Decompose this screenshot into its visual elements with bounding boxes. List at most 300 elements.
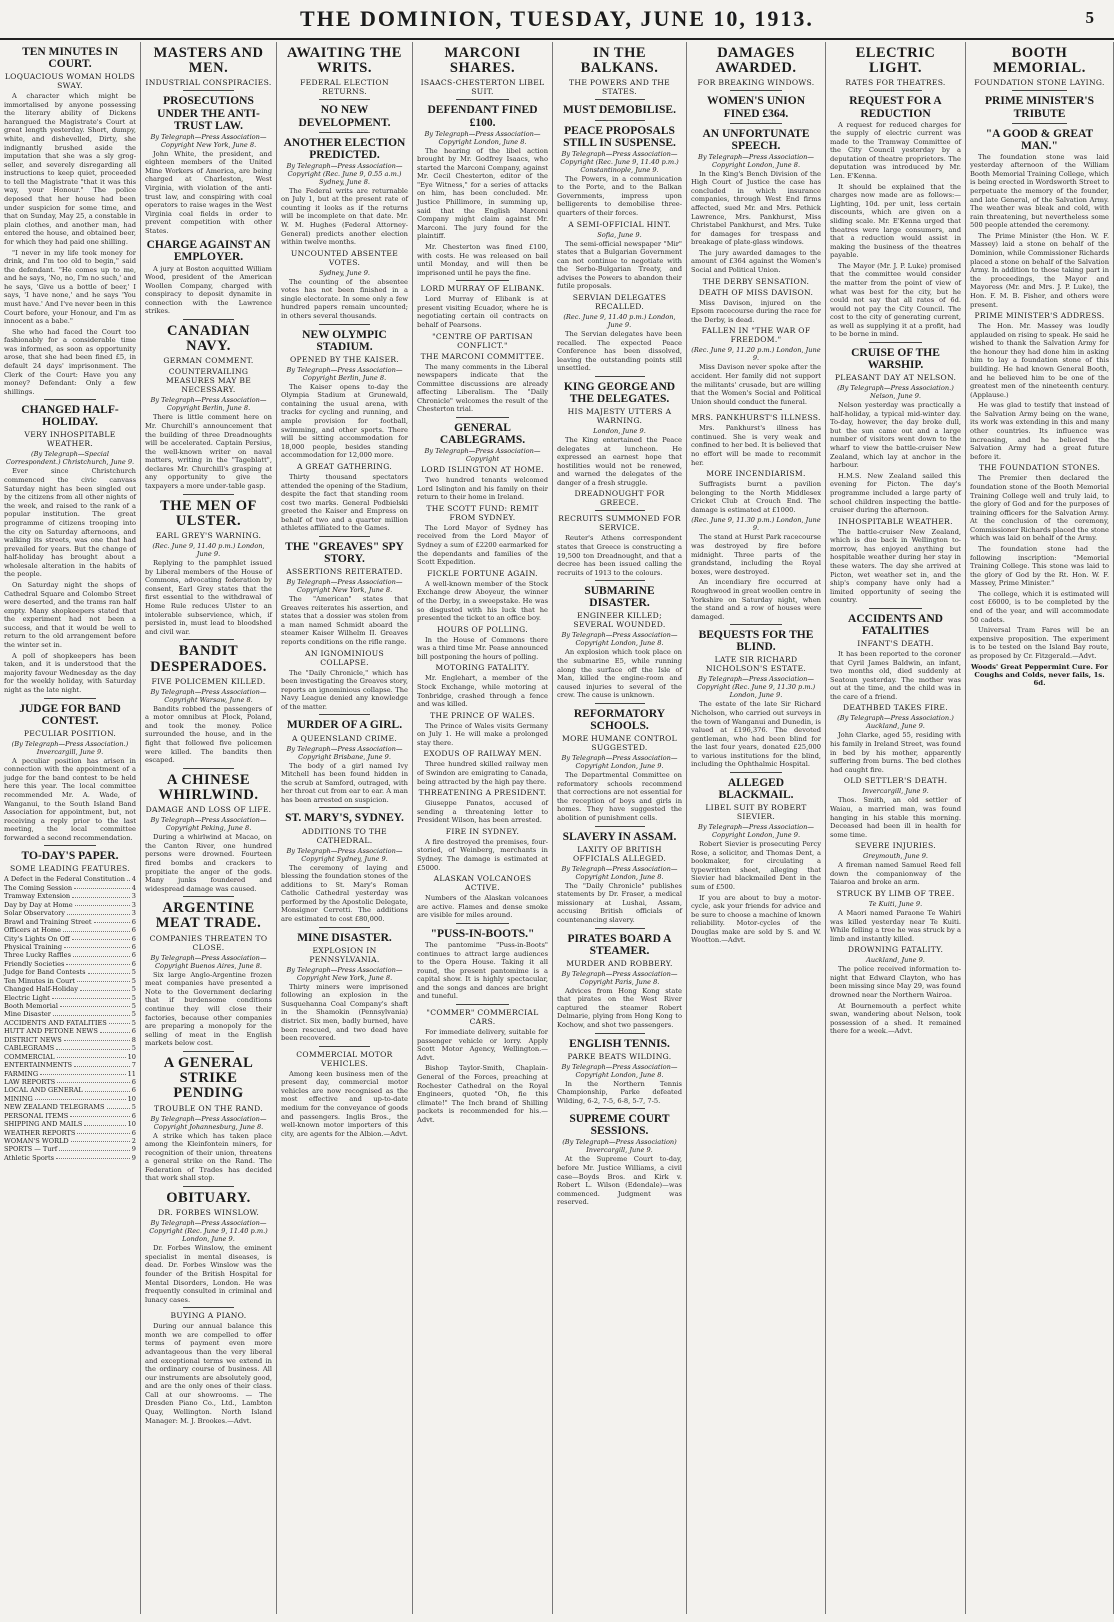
article-body: It should be explained that the charges now made are as follows:—Lighting, 10d. per unit, less certain discounts, which are given on a sliding scale. Mr. E'Kenna urged that theatres were large consumers, and that a reduction would assist in making the business of the theatres payable. — [830, 182, 961, 260]
article-body: The ceremony of laying and blessing the foundation stones of the additions to St. Mary's Roman Catholic Cathedral yesterday was performed by the Apostolic Delegate, Monsignor Cerretti. The additions are estimated to cost £80,000. — [281, 863, 408, 923]
index-entry-label: LOCAL AND GENERAL — [4, 1086, 83, 1095]
article-subheading: THE SCOTT FUND: REMIT FROM SYDNEY. — [426, 503, 539, 522]
article-subheading: INDUSTRIAL CONSPIRACIES. — [145, 78, 272, 88]
article-body: A character which might be immortalised by anyone possessing the literary ability of Dickens harangued the Magistrate's Court at great length yesterday. Short, dumpy, white, and dishevelled, Dirty, she indignantly brushed aside the imputation that she was a sly grog-seller, and severely disregarding all instructions to keep quiet, proceeded to tell the Magistrate "that it was this way, your Honour." The police deposed that her house had been under suspicion for some time, and that on Sunday, May 25, a constable in plain clothes, and another man, had entered the house, and obtained beer, for which they had paid one shilling. — [4, 92, 136, 246]
article-dateline: By Telegraph—Press Association—Copyright Buenos Aires, June 8. — [150, 953, 267, 970]
article-body: The jury awarded damages to the amount of £364 against the Women's Social and Political Union. — [691, 248, 821, 275]
index-entry-page: 11 — [127, 1069, 136, 1078]
divider-rule — [44, 399, 97, 400]
article-dateline: By Telegraph—Press Association—Copyright London, June 9. — [561, 754, 678, 771]
article-headline: PIRATES BOARD A STEAMER. — [567, 932, 672, 957]
article-body: Numbers of the Alaskan volcanoes are active. Flames and dense smoke are visible for miles around. — [417, 894, 548, 920]
article-headline: A GENERAL STRIKE PENDING — [163, 1054, 254, 1102]
article-subheading: OLD SETTLER'S DEATH. — [843, 776, 948, 786]
index-leader-dots — [67, 909, 130, 914]
divider-rule — [319, 714, 370, 715]
index-entry-page: 6 — [131, 926, 136, 935]
article-headline: CHARGE AGAINST AN EMPLOYER. — [146, 239, 271, 264]
index-leader-dots — [73, 951, 130, 956]
divider-rule — [319, 1046, 370, 1047]
article-dateline: By Telegraph—Press Association—Copyright London, June 8. — [698, 152, 814, 169]
index-entry-page: 10 — [127, 1120, 136, 1129]
index-entry — [4, 901, 136, 909]
article-subheading: COMPANIES THREATEN TO CLOSE. — [149, 933, 268, 952]
article-body: At the Supreme Court to-day, before Mr. Justice Williams, a civil case—Boyds Bros. and Kirk v. Robert L. Wilson (Edendale)—was commenced. Judgment was reserved. — [557, 1155, 682, 1207]
index-entry — [4, 985, 136, 993]
article-headline: JUDGE FOR BAND CONTEST. — [19, 702, 121, 727]
index-entry-page: 6 — [131, 959, 136, 968]
article-dateline: (Rec. June 9, 11.40 p.m.) London, June 9. — [152, 542, 265, 559]
article-subheading: THE DERBY SENSATION. — [702, 276, 810, 286]
divider-rule — [595, 928, 645, 929]
article-subheading: OPENED BY THE KAISER. — [289, 354, 400, 364]
divider-rule — [595, 703, 645, 704]
index-entry-page: 6 — [131, 1027, 136, 1036]
article-dateline: By Telegraph—Press Association—Copyright (Rec. June 9, 0.55 a.m.) Sydney, June 8. — [286, 161, 403, 186]
divider-rule — [595, 826, 645, 827]
divider-rule — [1012, 90, 1068, 91]
article-subheading: PARKE BEATS WILDING. — [567, 1051, 672, 1061]
index-leader-dots — [56, 1044, 130, 1049]
article-body: The Premier then declared the foundation stone of the Booth Memorial Training College well and truly laid, to the glory of God and for the purposes of training officers for the Salvation Army. At the conclusion of the ceremony, Commissioner Richards placed the stone which was laid on behalf of the Army. — [970, 474, 1109, 543]
index-entry — [4, 892, 136, 900]
index-entry-label: LAW REPORTS — [4, 1077, 56, 1086]
article-dateline: (By Telegraph—Press Association.) Invercargill, June 9. — [11, 739, 129, 756]
index-leader-dots — [70, 1112, 130, 1117]
article-dateline: By Telegraph—Press Association—Copyright (Rec. June 9, 11.30 p.m.) London, June 9. — [696, 675, 816, 700]
index-entry-page: 2 — [131, 1137, 136, 1146]
article-body: In the House of Commons there was a third time Mr. Pease announced bill postponing the hours of polling. — [417, 635, 548, 661]
index-entry-page: 3 — [131, 892, 136, 901]
article-headline: NO NEW DEVELOPMENT. — [298, 104, 391, 129]
article-subheading: MORE HUMANE CONTROL SUGGESTED. — [562, 734, 677, 753]
index-leader-dots — [53, 1010, 130, 1015]
article-subheading: PRIME MINISTER'S ADDRESS. — [974, 311, 1105, 321]
index-entry — [4, 943, 136, 951]
article-body: Advices from Hong Kong state that pirates on the West River captured the steamer Robert Delmarie, plying from Hong Kong to Kochow, and shot two passengers. — [557, 986, 682, 1029]
article-headline: DAMAGES AWARDED. — [715, 45, 797, 77]
article-body: Giuseppe Panatos, accused of sending a threatening letter to President Wilson, has been arrested. — [417, 799, 548, 825]
article-subheading: FOUNDATION STONE LAYING. — [974, 78, 1105, 88]
index-entry — [4, 1086, 136, 1094]
article-body: Miss Davison, injured on the Epsom racecourse during the race for the Derby, is dead. — [691, 298, 821, 324]
index-entry-label: CABLEGRAMS — [4, 1044, 55, 1053]
article-headline: THE "GREAVES" SPY STORY. — [285, 541, 404, 566]
index-entry-page: 6 — [131, 1077, 136, 1086]
article-subheading: LIBEL SUIT BY ROBERT SIEVIER. — [705, 803, 807, 822]
article-body: Lord Murray of Elibank is at present visiting Ecuador, where he is negotiating certain oil contracts on behalf of Pearsons. — [417, 295, 548, 329]
article-dateline: (Rec. June 9, 11.40 p.m.) London, June 9. — [563, 312, 676, 329]
article-headline: ALLEGED BLACKMAIL. — [718, 776, 794, 802]
divider-rule — [869, 342, 921, 343]
index-leader-dots — [74, 884, 130, 889]
article-body: Among keen business men of the present day, commercial motor vehicles are now recognised as the most effective and up-to-date medium for the conveyance of goods and passengers. Inglis Bros., the well-known motor importers of this city, are agents for the Albion.—Advt. — [281, 1069, 408, 1138]
index-entry — [4, 1154, 136, 1162]
article-headline: PEACE PROPOSALS STILL IN SUSPENSE. — [563, 124, 676, 149]
index-entry-label: SPORTS — Turf — [4, 1145, 58, 1154]
divider-rule — [44, 698, 97, 699]
index-entry — [4, 1027, 136, 1035]
index-entry-page: 5 — [131, 1044, 136, 1053]
index-entry — [4, 1010, 136, 1018]
index-leader-dots — [64, 1036, 130, 1041]
index-entry-label: Tramway Extension — [4, 892, 71, 901]
article-headline: "PUSS-IN-BOOTS." — [430, 927, 535, 940]
article-body: Robert Sievier is prosecuting Percy Rose, a solicitor, and Thomas Dent, a bookmaker, for circulating a typewritten sheet, alleging that Sievier had blackmailed Dent in the sum of £500. — [691, 840, 821, 891]
index-entry-page: 6 — [131, 1111, 136, 1120]
index-entry-page: 6 — [131, 942, 136, 951]
article-body: The hearing of the libel action brought by Mr. Godfrey Isaacs, who started the Marconi Company, against Mr. Cecil Chesterton, editor of the "Eye Witness," for a series of attacks on him, has been concluded. Mr. Justice Phillimore, in summing up, said that the English Marconi Company might claim against Mr. Marconi. The jury found for the plaintiff. — [417, 146, 548, 241]
divider-rule — [44, 845, 97, 846]
article-body: At Bournemouth a perfect white swan, wandering about Nelson, took possession of a shed. It remained there for a week.—Advt. — [830, 1001, 961, 1036]
index-entry-label: MINING — [4, 1094, 33, 1103]
divider-rule — [456, 99, 508, 100]
index-entry — [4, 1061, 136, 1069]
article-dateline: By Telegraph—Press Association—Copyright London, June 8. — [424, 129, 541, 146]
article-dateline: By Telegraph—Press Association—Copyright London, June 8. — [561, 1062, 678, 1079]
index-entry — [4, 951, 136, 959]
article-subheading: FEDERAL ELECTION RETURNS. — [300, 78, 389, 97]
index-entry — [4, 1078, 136, 1086]
index-leader-dots — [74, 1061, 130, 1066]
article-dateline: (By Telegraph—Special Correspondent.) Christchurch, June 9. — [5, 450, 135, 467]
index-entry-page: 5 — [131, 1010, 136, 1019]
article-subheading: HOURS OF POLLING. — [437, 624, 528, 634]
index-entry — [4, 1019, 136, 1027]
article-body: Six large Anglo-Argentine frozen meat companies have presented a Note to the Government declaring that if burdensome conditions continue they will close their factories, because other companies are preparing a monopoly for the selling of meat in the English markets below cost. — [145, 970, 272, 1048]
article-subheading: DEATHBED TAKES FIRE. — [843, 703, 948, 713]
article-subheading: EARL GREY'S WARNING. — [155, 531, 262, 541]
article-subheading: FOR BREAKING WINDOWS. — [697, 78, 815, 88]
article-headline: MARCONI SHARES. — [444, 45, 521, 77]
article-headline: REQUEST FOR A REDUCTION — [849, 95, 942, 120]
divider-rule — [869, 90, 921, 91]
index-entry — [4, 926, 136, 934]
article-subheading: TROUBLE ON THE RAND. — [154, 1103, 263, 1113]
column-2 — [141, 42, 277, 1614]
index-leader-dots — [88, 968, 130, 973]
index-entry — [4, 1120, 136, 1128]
article-headline: OBITUARY. — [166, 1190, 251, 1207]
article-body: A well-known member of the Stock Exchange drew Aboyeur, the winner of the Derby, in a sweepstake. He was so disgusted with his luck that he presented the ticket to an office boy. — [417, 579, 548, 623]
index-entry — [4, 968, 136, 976]
article-dateline: Sofia, June 9. — [597, 230, 642, 239]
article-headline: MUST DEMOBILISE. — [563, 104, 676, 117]
article-headline: AWAITING THE WRITS. — [287, 45, 402, 77]
index-entry — [4, 884, 136, 892]
index-entry-label: Ten Minutes in Court — [4, 976, 76, 985]
index-entry-label: The Coming Session — [4, 883, 73, 892]
article-body: The "Daily Chronicle" publishes statements by Dr. Fraser, a medical missionary at Lushai, Assam, accusing British officials of countenancing slavery. — [557, 881, 682, 924]
article-subheading: MOTORING FATALITY. — [435, 663, 530, 673]
article-body: A poll of shopkeepers has been taken, and it is understood that the majority favour Wednesday as the day for the weekly holiday, with Saturday night as the late night. — [4, 651, 136, 694]
article-headline: SUBMARINE DISASTER. — [584, 585, 655, 610]
article-headline: PRIME MINISTER'S TRIBUTE — [985, 95, 1094, 120]
index-entry-page: 6 — [131, 1128, 136, 1137]
article-dateline: By Telegraph—Press Association—Copyright Paris, June 8. — [561, 969, 678, 986]
article-body: The Departmental Committee on reformatory schools recommend that corrections are not essential for the reception of boys and girls in homes. They have suggested the abolition of punishment cells. — [557, 771, 682, 822]
article-subheading: THE PRINCE OF WALES. — [430, 710, 535, 720]
divider-rule — [730, 772, 782, 773]
divider-rule — [456, 417, 508, 418]
article-body: Thirty miners were imprisoned following an explosion in the Susquehanna Coal Company's shaft in the Shamokin (Pennsylvania) district. Six men, badly burned, have been rescued, and two dead have been recovered. — [281, 982, 408, 1043]
divider-rule — [183, 90, 234, 91]
article-dateline: (By Telegraph—Press Association) Invercargill, June 9. — [562, 1138, 677, 1155]
article-subheading: COUNTERVAILING MEASURES MAY BE NECESSARY. — [165, 367, 252, 395]
divider-rule — [595, 1108, 645, 1109]
article-subheading: RECRUITS SUMMONED FOR SERVICE. — [558, 514, 681, 533]
index-entry-label: COMMERCIAL — [4, 1052, 55, 1061]
article-body: A strike which has taken place among the Kleinfontein miners, for recognition of their union, threatens a general strike on the Rand. The Federation of Trades has decided that work shall stop. — [145, 1131, 272, 1183]
article-body: The many comments in the Liberal newspapers indicate that the Committee discussions are already affecting Liberalism. The "Daily Chronicle" welcomes the result of the Chesterton trial. — [417, 362, 548, 414]
index-leader-dots — [60, 1002, 130, 1007]
article-subheading: MORE INCENDIARISM. — [706, 469, 806, 479]
divider-rule — [730, 123, 782, 124]
article-dateline: Auckland, June 9. — [866, 956, 925, 965]
article-body: There is little comment here on Mr. Churchill's announcement that the building of three Dreadnoughts will be accelerated. Captain Persius, the well-known writer on naval matters, writing in the "Tageblatt", declares Mr. Churchill's grasping at any opportunity to give the taxpayers a more under-table gasp. — [145, 413, 272, 491]
index-entry-page: 6 — [131, 917, 136, 926]
index-entry — [4, 909, 136, 917]
article-dateline: Greymouth, June 9. — [862, 852, 929, 861]
article-headline: WOMEN'S UNION FINED £364. — [706, 95, 806, 120]
index-entry-page: 10 — [127, 1094, 136, 1103]
divider-rule — [595, 120, 645, 121]
article-subheading: ADDITIONS TO THE CATHEDRAL. — [302, 826, 387, 845]
article-dateline: (Rec. June 9, 11.20 p.m.) London, June 9. — [691, 346, 821, 363]
article-headline: BEQUESTS FOR THE BLIND. — [698, 629, 814, 654]
article-subheading: DR. FORBES WINSLOW. — [157, 1208, 260, 1218]
divider-rule — [730, 90, 782, 91]
article-subheading: MURDER AND ROBBERY. — [566, 958, 673, 968]
divider-rule — [319, 324, 370, 325]
divider-rule — [595, 376, 645, 377]
index-leader-dots — [100, 1027, 130, 1032]
article-subheading: ISAACS-CHESTERTON LIBEL SUIT. — [420, 78, 545, 97]
index-entry-label: WOMAN'S WORLD — [4, 1137, 69, 1146]
article-body: Miss Davison never spoke after the accident. Her family did not support the militants' crusade, but are willing that the Women's Social and Political Union should conduct the funeral. — [691, 363, 821, 406]
article-subheading: COMMERCIAL MOTOR VEHICLES. — [296, 1049, 393, 1068]
index-leader-dots — [72, 892, 130, 897]
advertisement: Woods' Great Peppermint Cure. For Coughs and Colds, never fails, 1s. 6d. — [970, 663, 1109, 688]
article-body: Thos. Smith, an old settler of Waiau, a married man, was found hanging in his stable this morning. Deceased had been ill in health for some time. — [830, 796, 961, 839]
index-entry-label: Officers at Home — [4, 926, 61, 935]
article-body: If you are about to buy a motor-cycle, ask your friends for advice and be sure to choose a machine of known reliability. Motor-cycles of the Douglas make are sold by S. and W. Wootton.—Advt. — [691, 893, 821, 945]
index-entry-label: DISTRICT NEWS — [4, 1035, 62, 1044]
features-index — [4, 875, 136, 1162]
article-dateline: By Telegraph—Press Association—Copyright (Rec. June 9, 11.40 p.m.) Constantinople, June 9. — [560, 149, 679, 174]
index-leader-dots — [94, 918, 130, 923]
article-headline: CRUISE OF THE WARSHIP. — [851, 347, 940, 372]
divider-rule — [183, 639, 234, 640]
article-subheading: PLEASANT DAY AT NELSON. — [834, 373, 957, 383]
article-body: Replying to the pamphlet issued by Liberal members of the House of Commons, advocating federation by consent, Earl Grey states that the first essential to the withdrawal of Home Rule reduces Ulster to an intolerable subservience, which, if persisted in, must lead to bloodshed and civil war. — [145, 559, 272, 636]
index-entry — [4, 994, 136, 1002]
divider-rule — [730, 624, 782, 625]
index-entry-label: City's Lights On Off — [4, 934, 70, 943]
index-leader-dots — [77, 977, 130, 982]
index-entry — [4, 1145, 136, 1153]
article-body: The body of a girl named Ivy Mitchell has been found hidden in the scrub at Samford, outraged, with her throat cut from ear to ear. A man has been arrested on suspicion. — [281, 761, 408, 804]
article-dateline: By Telegraph—Press Association—Copyright London, June 9. — [698, 823, 814, 840]
index-entry-label: A Defect in the Federal Constitution — [4, 875, 125, 884]
column-3 — [277, 42, 413, 1614]
divider-rule — [319, 807, 370, 808]
newspaper-title: THE DOMINION, TUESDAY, JUNE 10, 1913. — [300, 6, 814, 31]
index-leader-dots — [35, 1095, 126, 1100]
index-entry-page: 6 — [131, 934, 136, 943]
index-entry-page: 5 — [131, 985, 136, 994]
article-subheading: LOQUACIOUS WOMAN HOLDS SWAY. — [4, 72, 136, 91]
article-body: Mrs. Pankhurst's illness has continued. She is very weak and confined to her bed. It is believed that no effort will be made to recommit her. — [691, 424, 821, 467]
article-body: During our annual balance this month we are compelled to offer terms of payment even more advantageous than the very liberal and exceptional terms we extend in the ordinary course of business. All our instruments are absolutely good, and are the only ones of their class. Call at our showrooms. — The Dresden Piano Co., Ltd., Lambton Quay, Wellington. North Island Manager: M. J. Brookes.—Advt. — [145, 1322, 272, 1425]
article-headline: CANADIAN NAVY. — [167, 323, 250, 355]
article-body: Thirty thousand spectators attended the opening of the Stadium, despite the fact that standing room cost two marks. General Podbielski greeted the Kaiser and Empress on behalf of two and a quarter million athletes affiliated to the Games. — [281, 472, 408, 533]
article-body: Three hundred skilled railway men of Swindon are emigrating to Canada, being attracted by the high pay there. — [417, 760, 548, 786]
divider-rule — [869, 608, 921, 609]
article-headline: NEW OLYMPIC STADIUM. — [302, 328, 387, 353]
article-body: Two hundred tenants welcomed Lord Islington and his family on their return to their home in Ireland. — [417, 476, 548, 502]
article-subheading: "COMMER" COMMERCIAL CARS. — [426, 1008, 539, 1027]
article-body: Universal Tram Fares will be an expensive proposition. The experiment is to be tested on the Island Bay route, as proposed by Cr. Fitzgerald.—Advt. — [970, 626, 1109, 660]
article-dateline: (By Telegraph—Press Association.) Nelson, June 9. — [837, 384, 954, 401]
article-dateline: By Telegraph—Press Association—Copyright Berlin, June 8. — [286, 365, 403, 382]
article-subheading: DREADNOUGHT FOR GREECE. — [574, 489, 665, 508]
article-subheading: THE FOUNDATION STONES. — [978, 463, 1101, 473]
index-leader-dots — [56, 1154, 130, 1159]
article-body: The Prince of Wales visits Germany on July 1. He will make a prolonged stay there. — [417, 721, 548, 747]
index-leader-dots — [80, 985, 130, 990]
article-subheading: A GREAT GATHERING. — [296, 461, 393, 471]
article-body: The Lord Mayor of Sydney has received from the Lord Mayor of Sydney a sum of £2200 earmarked for the dependants and families of the Scott Expedition. — [417, 523, 548, 567]
index-leader-dots — [75, 901, 130, 906]
divider-rule — [183, 768, 234, 769]
article-headline: MURDER OF A GIRL. — [286, 719, 403, 732]
index-entry-label: Solar Observatory — [4, 909, 65, 918]
index-entry-label: WEATHER REPORTS — [4, 1128, 76, 1137]
index-entry-page: 4 — [131, 883, 136, 892]
article-dateline: By Telegraph—Press Association—Copyright New York, June 8. — [286, 965, 403, 982]
article-dateline: By Telegraph—Press Association—Copyright London, June 8. — [561, 631, 678, 648]
index-entry — [4, 1044, 136, 1052]
article-headline: ENGLISH TENNIS. — [569, 1037, 670, 1050]
index-entry-page: 3 — [131, 909, 136, 918]
index-entry — [4, 1036, 136, 1044]
divider-rule — [183, 896, 234, 897]
article-body: Bishop Taylor-Smith, Chaplain-General of the Forces, preaching at Rochester Cathedral on the Royal Engineers, quoted "Oh, fie this climate!" The Inch brand of Shilling packets is recommended for his.—Advt. — [417, 1064, 548, 1124]
article-body: Ever since Christchurch commenced the civic canvass Saturday night has been singled out by the citizens from all other nights of the week, and raised to the rank of a popular institution. The great programme of citizens trooping into the city on Saturday afternoons, and walking its streets, was one that had prevailed for years. But the change of half-holiday has brought about a wholesale alteration in the habits of the people. — [4, 467, 136, 579]
article-dateline: By Telegraph—Press Association—Copyright Peking, June 8. — [150, 816, 267, 833]
article-headline: ST. MARY'S, SYDNEY. — [285, 812, 404, 825]
article-body: An incendiary fire occurred at Roughwood in great woollen centre in Yorkshire on Saturday night, when the stand and a row of houses were damaged. — [691, 578, 821, 621]
index-leader-dots — [40, 1070, 125, 1075]
index-entry-page: 9 — [131, 1145, 136, 1154]
index-entry-label: Electric Light — [4, 993, 50, 1002]
index-entry-label: Changed Half-Holiday — [4, 985, 78, 994]
index-entry-page: 5 — [131, 1018, 136, 1027]
article-dateline: Sydney, June 9. — [318, 268, 371, 277]
article-headline: IN THE BALKANS. — [580, 45, 659, 77]
index-entry — [4, 1002, 136, 1010]
index-entry-page: 6 — [131, 1086, 136, 1095]
article-subheading: DEATH OF MISS DAVISON. — [698, 287, 814, 297]
article-headline: SLAVERY IN ASSAM. — [562, 830, 677, 843]
article-body: A peculiar position has arisen in connection with the appointment of a judge for the band contest to be held here this year. The local committee recommended Mr. A. Wade, of Wanganui, to the South Island Band Association for appointment, but, not receiving a reply prior to the last meeting, the local committee forwarded a second recommendation. — [4, 756, 136, 842]
index-entry — [4, 1129, 136, 1137]
index-leader-dots — [127, 875, 130, 880]
article-subheading: FALLEN IN "THE WAR OF FREEDOM." — [701, 326, 811, 345]
divider-rule — [183, 1051, 234, 1052]
article-subheading: EXODUS OF RAILWAY MEN. — [423, 749, 542, 759]
divider-rule — [595, 99, 645, 100]
article-subheading: MRS. PANKHURST'S ILLNESS. — [691, 413, 821, 423]
article-subheading: LAXITY OF BRITISH OFFICIALS ALLEGED. — [572, 844, 667, 863]
index-entry-label: Judge for Band Contests — [4, 968, 86, 977]
article-body: Reuter's Athens correspondent states that Greece is constructing a 19,500 ton Dreadnought, and that a decree has been issued calling the recruits of 1913 to the colours. — [557, 534, 682, 577]
index-entry-page: 8 — [131, 1035, 136, 1044]
article-body: An explosion which took place on the submarine E5, while running along the surface off the Isle of Man, killed the engine-room and caused injuries to several of the crew. The cause is unknown. — [557, 648, 682, 700]
article-subheading: EXPLOSION IN PENNSYLVANIA. — [309, 945, 380, 964]
article-headline: ACCIDENTS AND FATALITIES — [848, 612, 943, 637]
article-dateline: London, June 9. — [593, 427, 646, 435]
article-dateline: By Telegraph—Press Association—Copyright (Rec. June 9, 11.40 p.m.) London, June 9. — [149, 1219, 268, 1244]
article-subheading: LORD MURRAY OF ELIBANK. — [420, 284, 545, 294]
column-7 — [826, 42, 966, 1614]
article-subheading: HIS MAJESTY UTTERS A WARNING. — [567, 407, 672, 425]
masthead — [0, 0, 1114, 40]
divider-rule — [1012, 123, 1068, 124]
article-subheading: THE MARCONI COMMITTEE. — [420, 351, 545, 361]
index-entry — [4, 960, 136, 968]
article-dateline: By Telegraph—Press Association—Copyright New York, June 8. — [286, 578, 403, 595]
index-entry-label: Athletic Sports — [4, 1153, 54, 1162]
index-entry-label: SHIPPING AND MAILS — [4, 1120, 83, 1129]
index-entry-label: PERSONAL ITEMS — [4, 1111, 69, 1120]
article-body: A fire destroyed the premises, four-storied, of Weinberg, merchants in Sydney. The damage is estimated at £5000. — [417, 837, 548, 872]
article-dateline: By Telegraph—Press Association—Copyright New York, June 8. — [150, 132, 267, 149]
article-dateline: By Telegraph—Press Association—Copyright Brisbane, June 9. — [286, 744, 403, 761]
index-leader-dots — [57, 1053, 126, 1058]
article-body: The counting of the absentee votes has not been finished in a single electorate. In some only a few hundred papers remain uncounted; in others several thousands. — [281, 277, 408, 321]
article-subheading: UNCOUNTED ABSENTEE VOTES. — [290, 248, 399, 267]
article-headline: ELECTRIC LIGHT. — [855, 45, 936, 77]
article-body: Mr. Englehart, a member of the Stock Exchange, while motoring at Tonbridge, crashed through a fence and was killed. — [417, 674, 548, 709]
article-body: H.M.S. New Zealand sailed this evening for Picton. The day's programme included a large party of school children inspecting the battle-cruiser during the afternoon. — [830, 471, 961, 515]
index-entry — [4, 1053, 136, 1061]
article-subheading: SEVERE INJURIES. — [855, 841, 936, 851]
article-dateline: (By Telegraph—Press Association.) Auckland, June 9. — [837, 714, 954, 731]
article-body: The Prime Minister (the Hon. W. F. Massey) laid a stone on behalf of the Dominion, while Commissioner Richards placed a stone on behalf of the Salvation Army. In addition to those taking part in the proceedings, the Mayor and Mayoress (Mr. and Mrs. J. P. Luke), the Hon. F. M. B. Fisher, and others were present. — [970, 231, 1109, 309]
article-headline: CHANGED HALF-HOLIDAY. — [21, 404, 119, 429]
article-dateline: By Telegraph—Press Association—Copyright London, June 8. — [561, 864, 678, 881]
article-subheading: SOME LEADING FEATURES. — [10, 864, 130, 874]
index-leader-dots — [77, 1129, 129, 1134]
article-subheading: LORD ISLINGTON AT HOME. — [421, 465, 544, 475]
index-entry — [4, 1095, 136, 1103]
article-subheading: VERY INHOSPITABLE WEATHER. — [24, 430, 116, 449]
article-body: Dr. Forbes Winslow, the eminent specialist in mental diseases, is dead. Dr. Forbes Winslow was the founder of the British Hospital for Mental Disorders, London. He was frequently consulted in criminal and lunacy cases. — [145, 1244, 272, 1304]
article-headline: SUPREME COURT SESSIONS. — [569, 1113, 670, 1138]
article-headline: THE MEN OF ULSTER. — [160, 497, 257, 529]
article-body: A request for reduced charges for the supply of electric current was made to the Tramway Committee of the City Council yesterday by a deputation of theatre proprietors. The deputation was introduced by Mr. Len. E'Kenna. — [830, 120, 961, 181]
column-6 — [687, 42, 826, 1614]
article-body: John White, the president, and eighteen members of the United Mine Workers of America, are being charged at Charleston, West Virginia, with violation of the anti-trust law, and conspiring with coal operators to raise wages in the West Virginia coal fields in order to prevent competition with other States. — [145, 149, 272, 235]
divider-rule — [319, 927, 370, 928]
article-body: During a whirlwind at Macao, on the Canton River, one hundred persons were drowned. Fourteen fired bombs and crackers to propitiate the anger of the gods. Many junks foundered and widespread damage was caused. — [145, 833, 272, 893]
article-body: "I never in my life took money for drink, and I'm too old to begin," said the defendant. "He comes up to me, and he says, 'No, no, I'm no such,' and he says, 'Give us a bottle of beer,' I says, 'I have none,' and he says 'You must have.' And I've never been in this Court before, your Honour, and I'm as innocent as a babe." — [4, 248, 136, 326]
article-subheading: ALASKAN VOLCANOES ACTIVE. — [433, 874, 532, 893]
divider-rule — [183, 1307, 234, 1308]
article-body: The "American" states that Greaves reiterates his assertion, and states that a dossier was stolen from a man named Schmidt aboard the steamer Kaiser Wilhelm II. Greaves reports conditions on the rifle range. — [281, 595, 408, 647]
